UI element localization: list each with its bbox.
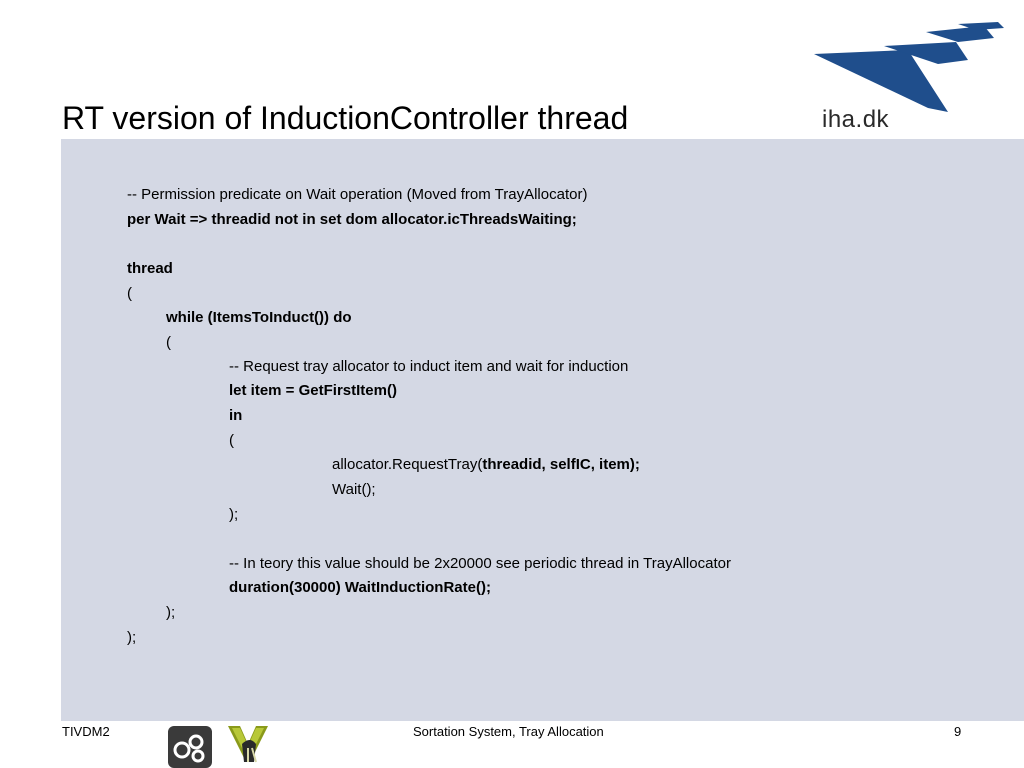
slide-title: RT version of InductionController thread	[62, 100, 629, 136]
overture-logo-icon	[168, 726, 212, 768]
code-line-comment-permission: -- Permission predicate on Wait operation (Moved from TrayAllocator)	[127, 186, 588, 203]
code-line-per-wait: per Wait => threadid not in set dom allocator.icThreadsWaiting;	[127, 211, 577, 228]
code-line-let-item: let item = GetFirstItem()	[229, 382, 397, 399]
code-line-wait: Wait();	[332, 481, 376, 498]
code-line-close-paren-2: );	[166, 604, 176, 621]
vdm-logo-icon	[226, 722, 274, 766]
code-line-request-tray	[332, 455, 640, 475]
footer-subject: Sortation System, Tray Allocation	[413, 724, 604, 739]
code-line-open-paren: (	[127, 285, 132, 302]
code-line-comment-teory: -- In teory this value should be 2x20000 see periodic thread in TrayAllocator	[229, 555, 731, 572]
code-line-while: while (ItemsToInduct()) do	[166, 309, 352, 326]
request-tray-call: allocator.RequestTray(	[332, 456, 483, 473]
footer-course: TIVDM2	[62, 724, 110, 739]
code-line-duration: duration(30000) WaitInductionRate();	[229, 579, 491, 596]
code-line-close-paren-3: );	[229, 506, 239, 523]
page-number: 9	[954, 724, 962, 739]
code-line-in: in	[229, 407, 243, 424]
code-line-open-paren-3: (	[229, 432, 234, 449]
code-line-comment-request: -- Request tray allocator to induct item and wait for induction	[229, 358, 629, 375]
logo-text: iha.dk	[822, 106, 890, 133]
code-line-close-paren-1: );	[127, 629, 137, 646]
code-line-open-paren-2: (	[166, 334, 171, 351]
request-tray-args: threadid, selfIC, item);	[482, 456, 640, 473]
code-line-thread: thread	[127, 260, 173, 277]
